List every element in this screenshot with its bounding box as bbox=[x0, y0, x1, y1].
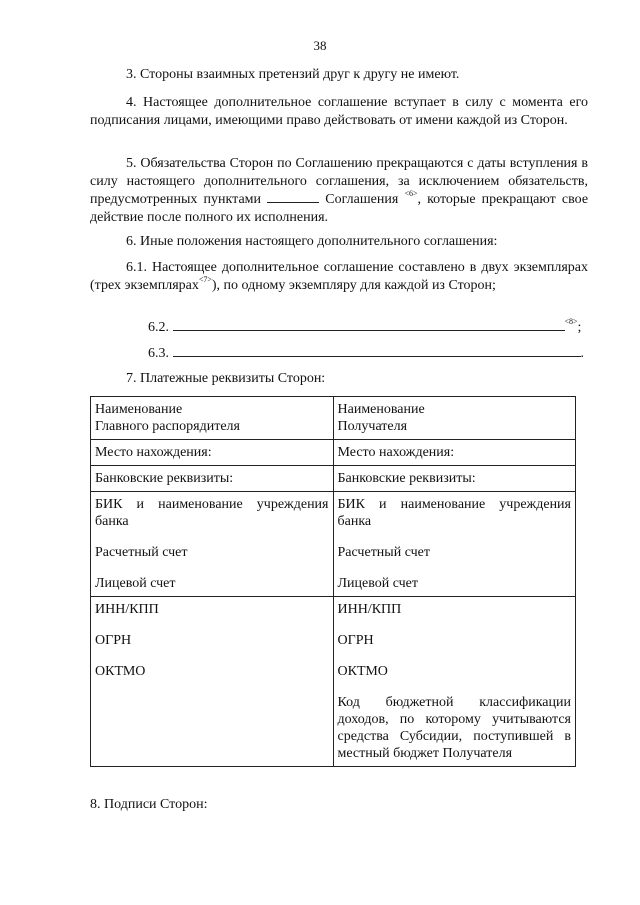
right-name-sub: Получателя bbox=[337, 419, 408, 434]
page-number: 38 bbox=[313, 38, 327, 53]
clause-7: 7. Платежные реквизиты Сторон: bbox=[126, 371, 326, 386]
clause-6-2 bbox=[148, 318, 581, 336]
left-location-cell: Место нахождения: bbox=[91, 440, 334, 466]
table-row-name bbox=[91, 397, 576, 440]
right-kbk: Код бюджетной классификации доходов, по которому учитываются средства Субсидии, поступившей в местный бюджет Получателя bbox=[337, 695, 571, 761]
table-row-bank bbox=[91, 466, 576, 492]
left-account: Расчетный счет bbox=[95, 545, 188, 560]
right-location-cell: Место нахождения: bbox=[333, 440, 576, 466]
right-ogrn: ОГРН bbox=[337, 633, 374, 648]
left-codes-cell bbox=[91, 597, 334, 767]
left-bik: БИК и наименование учреждения банка bbox=[95, 497, 329, 529]
right-bank-details-cell bbox=[333, 492, 576, 597]
clause-5 bbox=[90, 155, 588, 226]
clause-6-2-blank bbox=[173, 318, 565, 331]
clause-6-2-label: 6.2. bbox=[148, 320, 169, 335]
clause-5-blank bbox=[267, 190, 319, 203]
clause-3: 3. Стороны взаимных претензий друг к другу не имеют. bbox=[126, 67, 460, 82]
clause-6-3-blank bbox=[173, 344, 581, 357]
clause-6-1-text-b: ), по одному экземпляру для каждой из Сторон; bbox=[211, 277, 496, 293]
right-bank-cell: Банковские реквизиты: bbox=[333, 466, 576, 492]
right-personal-account: Лицевой счет bbox=[337, 576, 419, 591]
clause-5-text-a: 5. Обязательства Сторон по Соглашению прекращаются с даты вступления в силу настоящего дополнительного соглашения, за исключением обязательств, предусмотренных пунктами bbox=[90, 156, 588, 207]
left-ogrn: ОГРН bbox=[95, 633, 132, 648]
left-inn: ИНН/КПП bbox=[95, 602, 159, 617]
clause-5-text-b: Соглашения bbox=[325, 192, 399, 207]
right-name-cell bbox=[333, 397, 576, 440]
clause-6-1-text-a: 6.1. Настоящее дополнительное соглашение составлено в двух экземплярах (трех экземплярах bbox=[90, 260, 588, 293]
left-bank-details-cell bbox=[91, 492, 334, 597]
footnote-ref-8: <8> bbox=[564, 317, 578, 327]
clause-6-1 bbox=[90, 259, 588, 294]
payment-details-table bbox=[90, 396, 576, 767]
left-personal-account: Лицевой счет bbox=[95, 576, 176, 591]
left-name-label: Наименование bbox=[95, 402, 183, 417]
right-account: Расчетный счет bbox=[337, 545, 431, 560]
clause-6-3-label: 6.3. bbox=[148, 346, 169, 361]
clause-6: 6. Иные положения настоящего дополнительного соглашения: bbox=[126, 234, 498, 249]
clause-6-3 bbox=[148, 344, 584, 362]
table-row-bank-details bbox=[91, 492, 576, 597]
clause-6-3-end: . bbox=[580, 346, 584, 361]
right-bik: БИК и наименование учреждения банка bbox=[337, 497, 571, 529]
right-inn: ИНН/КПП bbox=[337, 602, 402, 617]
clause-4: 4. Настоящее дополнительное соглашение вступает в силу с момента его подписания лицами, имеющими право действовать от имени каждой из Сторон. bbox=[90, 95, 588, 128]
right-codes-cell bbox=[333, 597, 576, 767]
left-oktmo: ОКТМО bbox=[95, 664, 146, 679]
right-name-label: Наименование bbox=[337, 402, 425, 417]
left-name-sub: Главного распорядителя bbox=[95, 419, 240, 434]
clause-5-text-c: , которые прекращают свое действие после полного их исполнения. bbox=[90, 192, 589, 225]
footnote-ref-6: <6> bbox=[404, 189, 418, 199]
table-row-location bbox=[91, 440, 576, 466]
right-oktmo: ОКТМО bbox=[337, 664, 388, 679]
table-row-codes bbox=[91, 597, 576, 767]
clause-8: 8. Подписи Сторон: bbox=[90, 797, 208, 812]
clause-6-2-end: ; bbox=[577, 320, 582, 335]
left-bank-cell: Банковские реквизиты: bbox=[91, 466, 334, 492]
left-name-cell bbox=[91, 397, 334, 440]
footnote-ref-7: <7> bbox=[198, 274, 212, 284]
